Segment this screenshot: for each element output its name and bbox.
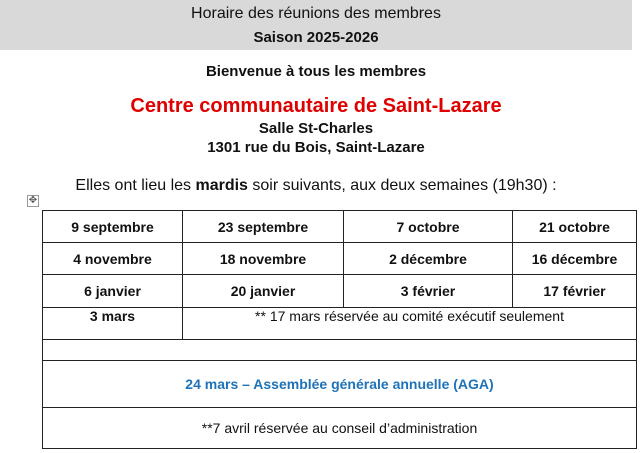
date-cell: 16 décembre: [513, 243, 637, 275]
date-cell: 7 octobre: [344, 211, 513, 243]
date-cell: 23 septembre: [183, 211, 344, 243]
empty-spacer-cell: [43, 340, 637, 361]
intro-bold: mardis: [195, 177, 248, 194]
table-row: [43, 243, 637, 275]
table-row: [43, 211, 637, 243]
table-row: [43, 340, 637, 361]
board-note: **7 avril réservée au conseil d’administration: [43, 408, 637, 449]
executive-note: ** 17 mars réservée au comité exécutif seulement: [183, 308, 637, 340]
date-cell: 17 février: [513, 275, 637, 308]
date-cell: 18 novembre: [183, 243, 344, 275]
date-cell: 3 février: [344, 275, 513, 308]
aga-cell: 24 mars – Assemblée générale annuelle (AGA): [43, 361, 637, 408]
schedule-table: [42, 210, 637, 449]
date-cell: 21 octobre: [513, 211, 637, 243]
table-row: [43, 361, 637, 408]
intro-after: soir suivants, aux deux semaines (19h30) :: [247, 177, 557, 194]
table-row: [43, 408, 637, 449]
table-row: [43, 308, 637, 340]
date-cell: 9 septembre: [43, 211, 183, 243]
table-move-handle-icon[interactable]: ✥: [28, 195, 38, 206]
season-label: Saison 2025-2026: [253, 29, 379, 46]
venue-address: 1301 rue du Bois, Saint-Lazare: [207, 139, 425, 156]
date-cell: 6 janvier: [43, 275, 183, 308]
table-row: [43, 275, 637, 308]
intro-text: [0, 177, 632, 195]
header-title: Horaire des réunions des membres: [191, 5, 441, 22]
intro-before: Elles ont lieu les: [75, 177, 196, 194]
venue-hall: Salle St-Charles: [258, 120, 374, 137]
date-cell: 2 décembre: [344, 243, 513, 275]
welcome-text: Bienvenue à tous les membres: [205, 63, 427, 80]
date-cell: 3 mars: [43, 308, 183, 340]
date-cell: 20 janvier: [183, 275, 344, 308]
date-cell: 4 novembre: [43, 243, 183, 275]
venue-name: Centre communautaire de Saint-Lazare: [130, 95, 502, 117]
